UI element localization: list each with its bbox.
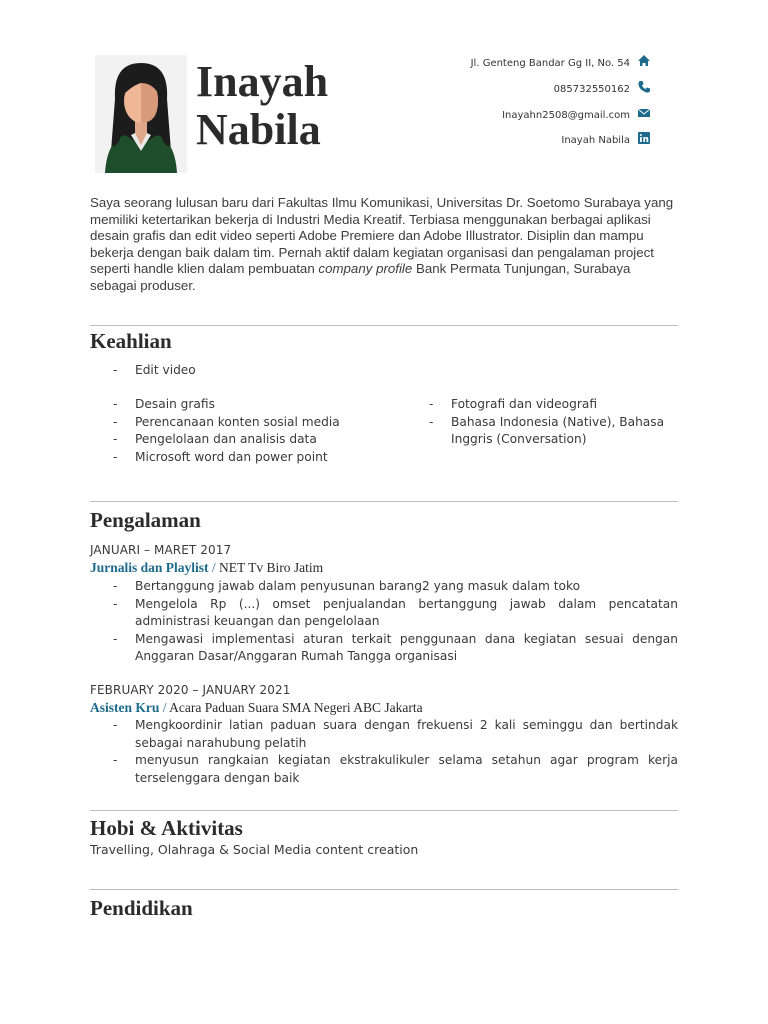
full-name (196, 58, 328, 154)
divider (90, 889, 678, 890)
home-icon (637, 54, 651, 68)
list-item: - Desain grafis (90, 396, 410, 414)
list-item: - Microsoft word dan power point (90, 449, 410, 467)
name-last: Nabila (196, 105, 321, 154)
contact-email[interactable]: Inayahn2508@gmail.com (502, 110, 630, 121)
email-icon (637, 106, 651, 120)
skills-right-list (406, 396, 678, 449)
job-title: Asisten Kru (90, 700, 160, 715)
list-item: - Mengawasi implementasi aturan terkait penggunaan dana kegiatan sesuai dengan Anggaran Dasar/Anggaran Rumah Tangga organisasi (90, 631, 678, 666)
job-role: Asisten Kru / Acara Paduan Suara SMA Negeri ABC Jakarta (90, 700, 423, 715)
list-item: - menyusun rangkaian kegiatan ekstrakulikuler selama setahun agar program kerja terselenggara dengan baik (90, 752, 678, 787)
list-item: - Perencanaan konten sosial media (90, 414, 410, 432)
list-item: - Mengkoordinir latian paduan suara dengan frekuensi 2 kali seminggu dan bertindak sebagai narahubung pelatih (90, 717, 678, 752)
job-bullets (90, 717, 678, 787)
job-date: FEBRUARY 2020 – JANUARY 2021 (90, 683, 291, 697)
job-org: NET Tv Biro Jatim (219, 560, 324, 575)
linkedin-icon (637, 131, 651, 145)
list-item: - Bahasa Indonesia (Native), Bahasa Inggris (Conversation) (406, 414, 678, 449)
contact-linkedin[interactable]: Inayah Nabila (561, 135, 630, 146)
avatar (95, 55, 187, 173)
contact-phone: 085732550162 (553, 84, 630, 95)
list-item: - Fotografi dan videografi (406, 396, 678, 414)
job-bullets (90, 578, 678, 666)
divider (90, 501, 678, 502)
divider (90, 810, 678, 811)
job-title: Jurnalis dan Playlist (90, 560, 209, 575)
summary-text-2: Bank Permata Tunjungan, Surabaya sebagai produser. (90, 261, 631, 293)
job-date: JANUARI – MARET 2017 (90, 543, 232, 557)
name-first: Inayah (196, 57, 329, 106)
list-item: - Mengelola Rp (...) omset penjualandan bertanggung jawab dalam pencatatan administrasi keuangan dan pengelolaan (90, 596, 678, 631)
experience-heading: Pengalaman (90, 508, 201, 532)
hobbies-text: Travelling, Olahraga & Social Media content creation (90, 842, 419, 857)
hobbies-heading: Hobi & Aktivitas (90, 816, 243, 840)
summary-italic: company profile (318, 261, 413, 276)
summary-text-1: Saya seorang lulusan baru dari Fakultas Ilmu Komunikasi, Universitas Dr. Soetomo Surabaya yang memiliki ketertarikan bekerja di Industri Media Kreatif. Terbiasa menggunakan berbagai aplikasi desain grafis dan edit video seperti Adobe Premiere dan Adobe Illustrator. Disiplin dan mampu bekerja dengan baik dalam tim. Pernah aktif dalam kegiatan organisasi dan pengalaman project seperti handle klien dalam pembuatan (90, 195, 674, 276)
profile-summary (90, 195, 678, 294)
job-role: Jurnalis dan Playlist / NET Tv Biro Jatim (90, 560, 324, 575)
job-org: Acara Paduan Suara SMA Negeri ABC Jakarta (169, 700, 423, 715)
divider (90, 325, 678, 326)
list-item: - Pengelolaan dan analisis data (90, 431, 410, 449)
list-item: - Edit video (90, 362, 390, 380)
education-heading: Pendidikan (90, 896, 193, 920)
skills-first-list (90, 362, 390, 380)
skills-heading: Keahlian (90, 329, 172, 353)
skills-left-list (90, 396, 410, 466)
list-item: - Bertanggung jawab dalam penyusunan barang2 yang masuk dalam toko (90, 578, 678, 596)
avatar-illustration (95, 55, 187, 173)
contact-address: Jl. Genteng Bandar Gg II, No. 54 (470, 58, 630, 69)
phone-icon (637, 80, 651, 94)
